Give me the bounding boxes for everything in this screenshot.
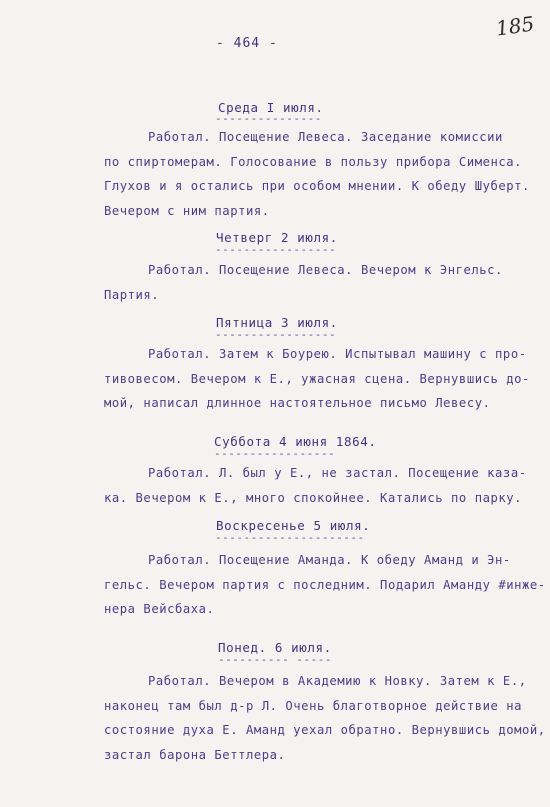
entry-heading: Пятница 3 июля. xyxy=(216,315,338,330)
heading-underline: --------------------- xyxy=(215,531,365,544)
handwritten-folio-number: 185 xyxy=(494,11,536,41)
heading-underline: --------------- xyxy=(215,112,322,125)
heading-underline: ---------- ----- xyxy=(218,653,332,666)
heading-underline: ----------------- xyxy=(215,243,337,256)
text-line: гельс. Вечером партия с последним. Подарил Аманду #инже- xyxy=(104,577,546,592)
entry-text xyxy=(104,130,530,228)
text-line: наконец там был д-р Л. Очень благотворное действие на xyxy=(104,698,523,713)
entry-heading: Четверг 2 июля. xyxy=(216,230,338,245)
text-line: Работал. Л. был у Е., не застал. Посещение каза- xyxy=(148,466,527,480)
text-line: мой, написал длинное настоятельное письмо Левесу. xyxy=(104,396,491,410)
heading-underline: ----------------- xyxy=(214,447,336,460)
entry-text xyxy=(104,466,527,515)
text-line: ка. Вечером к Е., много спокойнее. Катались по парку. xyxy=(104,490,523,505)
text-line: Вечером с ним партия. xyxy=(104,203,270,218)
heading-underline: ----------------- xyxy=(215,328,337,341)
page-number: - 464 - xyxy=(216,36,278,51)
entry-text xyxy=(104,674,546,772)
entry-text xyxy=(104,347,530,421)
text-line: застал барона Беттлера. xyxy=(104,747,286,762)
text-line: состояние духа Е. Аманд уехал обратно. Вернувшись домой, xyxy=(104,723,546,737)
entry-heading: Понед. 6 июля. xyxy=(218,640,332,655)
entry-text xyxy=(104,553,546,627)
entry-heading: Среда I июля. xyxy=(218,100,324,115)
text-line: по спиртомерам. Голосование в пользу прибора Сименса. xyxy=(104,154,523,169)
text-line: Работал. Посещение Аманда. К обеду Аманд и Эн- xyxy=(148,553,511,567)
text-line: тивовесом. Вечером к Е., ужасная сцена. Вернувшись до- xyxy=(104,371,530,386)
text-line: Работал. Посещение Левеса. Заседание комиссии xyxy=(148,130,503,144)
text-line: Глухов и я остались при особом мнении. К обеду Шуберт. xyxy=(104,179,530,193)
entry-heading: Воскресенье 5 июля. xyxy=(216,518,371,533)
text-line: нера Вейсбаха. xyxy=(104,602,215,616)
text-line: Работал. Посещение Левеса. Вечером к Энгельс. xyxy=(148,263,503,277)
text-line: Работал. Затем к Боурею. Испытывал машину с про- xyxy=(148,347,527,361)
entry-heading: Суббота 4 июня 1864. xyxy=(214,434,377,449)
text-line: Партия. xyxy=(104,287,160,302)
text-line: Работал. Вечером в Академию к Новку. Затем к Е., xyxy=(148,674,527,688)
entry-text xyxy=(104,263,503,312)
